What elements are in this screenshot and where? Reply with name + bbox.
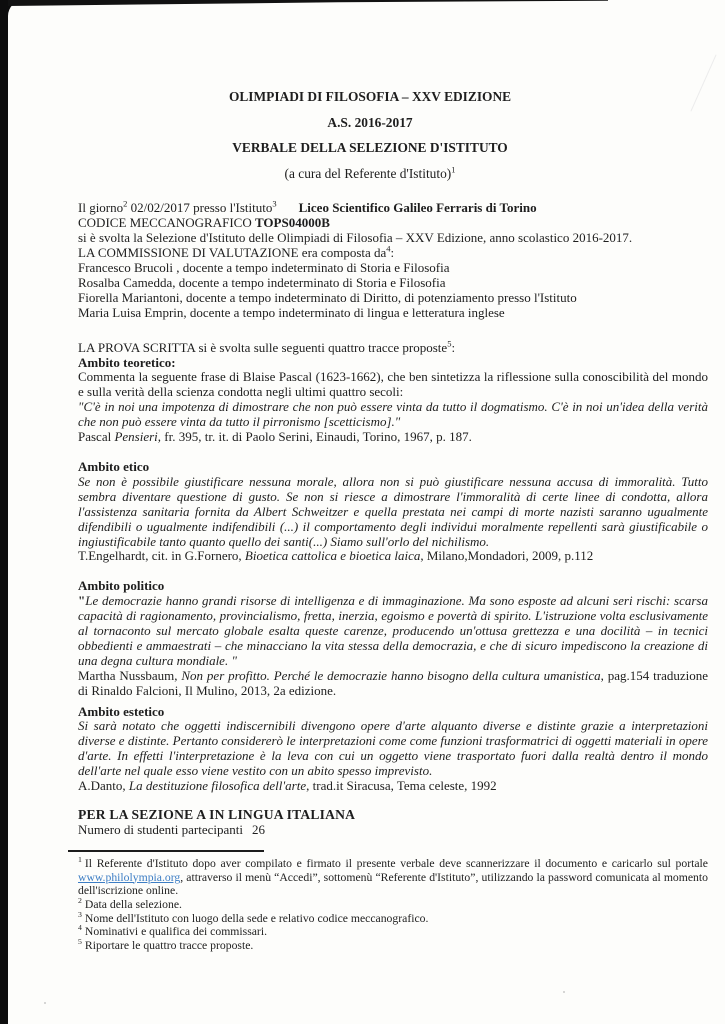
footnote-separator (68, 850, 264, 852)
etico-citation: T.Engelhardt, cit. in G.Fornero, Bioetica cattolica e bioetica laica, Milano,Mondadori, 2009, p.112 (78, 548, 594, 564)
trace-title-estetico: Ambito estetico (78, 703, 165, 719)
commission-member: Maria Luisa Emprin, docente a tempo indeterminato di lingua e letteratura inglese (78, 304, 505, 320)
prova-intro-line: LA PROVA SCRITTA si è svolta sulle seguenti quattro tracce proposte$^5$: (78, 338, 456, 355)
ambito-etico-section (78, 460, 708, 564)
footnote-ref-2: 2 (123, 199, 128, 210)
trace-title-politico: Ambito politico (78, 578, 165, 594)
estetico-citation: A.Danto, La destituzione filosofica dell'arte, trad.it Siracusa, Tema celeste, 1992 (78, 778, 497, 794)
trace-title-teoretico: Ambito teoretico: (78, 354, 176, 370)
codice-value: TOPS04000B (254, 215, 330, 231)
scan-speck (563, 991, 565, 993)
teoretico-citation: Pascal Pensieri, fr. 395, tr. it. di Paolo Serini, Einaudi, Torino, 1967, p. 187. (78, 429, 472, 445)
selezione-line: si è svolta la Selezione d'Istituto delle Olimpiadi di Filosofia – XXV Edizione, anno scolastico 2016-2017. (78, 230, 633, 246)
scan-edge-top (8, 0, 608, 6)
doc-school-year: A.S. 2016-2017 (327, 114, 413, 130)
politico-citation: Martha Nussbaum, Non per profitto. Perché le democrazie hanno bisogno della cultura umanistica, pag.154 traduzione di Rinaldo Falcioni, Il Mulino, 2013, 2a edizione. (78, 667, 708, 698)
prova-scritta-section (78, 338, 708, 445)
teoretico-quote: "C'è in noi una impotenza di dimostrare che non può essere vinta da tutto il dogmatismo. C'è in noi un'idea della verità che non può essere vinta da tutto il pirronismo [scetticismo]." (78, 399, 708, 430)
ambito-estetico-section (78, 705, 708, 794)
footnote-ref-5: 5 (447, 338, 452, 349)
participants-line: Numero di studenti partecipanti 26 (78, 821, 265, 837)
footnote-2: $^2$ Data della selezione. (78, 896, 182, 911)
doc-curator-note: (a cura del Referente d'Istituto)$^1$ (284, 164, 456, 181)
footnote-3: $^3$ Nome dell'Istituto con luogo della sede e relativo codice meccanografico. (78, 909, 429, 925)
footnote-ref-1: 1 (451, 164, 456, 175)
intro-section (78, 201, 708, 320)
teoretico-body: Commenta la seguente frase di Blaise Pascal (1623-1662), che ben sintetizza la riflessione sulla conoscibilità del mondo e sulla verità della scienza condotta negli ultimi quattro secoli: (78, 369, 708, 400)
commission-member: Francesco Brucoli , docente a tempo indeterminato di Storia e Filosofia (78, 260, 450, 275)
commission-member: Rosalba Camedda, docente a tempo indeterminato di Storia e Filosofia (78, 274, 446, 290)
codice-meccanografico-line: CODICE MECCANOGRAFICO TOPS04000B (78, 215, 330, 231)
commissione-line: LA COMMISSIONE DI VALUTAZIONE era composta $da^4$: (78, 243, 395, 261)
footnote-ref-4: 4 (386, 243, 391, 254)
school-name: Liceo Scientifico Galileo Ferraris di Torino (298, 200, 537, 216)
footnote-5: $^5$ Riportare le quattro tracce proposte. (78, 937, 254, 953)
politico-quote: "Le democrazie hanno grandi risorse di intelligenza e di immaginazione. Ma sono esposte ad alcuni seri rischi: scarsa capacità di ragionamento, provincialismo, fretta, inerzia, egoismo e povertà di spirito. L'istruzione volta esclusivamente al tornaconto sul mercato globale esalta queste carenze, producendo un'ottusa grettezza e una docilità – in tecnici obbedienti e ammaestrati – che minacciano la vita stessa della democrazia, e che di sicuro impediscono la creazione di una degna cultura mondiale. " (78, 593, 708, 668)
doc-subtitle: VERBALE DELLA SELEZIONE D'ISTITUTO (232, 140, 508, 156)
philolympia-link[interactable]: www.philolympia.org (78, 870, 181, 884)
ambito-politico-section (78, 579, 708, 698)
footnotes-section (78, 854, 708, 953)
footnote-ref-3: 3 (272, 199, 277, 210)
footnote-1: $^1$ Il Referente d'Istituto dopo aver compilato e firmato il presente verbale deve scannerizzare il documento e caricarlo sul portale www.philolympia.org, attraverso il menù “Accedi”, sottomenù “Referente d'Istituto”, utilizzando la password comunicata al momento dell'iscrizione online. (78, 854, 708, 898)
trace-title-etico: Ambito etico (78, 458, 150, 474)
commission-member: Fiorella Mariantoni, docente a tempo indeterminato di Diritto, di potenziamento presso l'Istituto (78, 289, 577, 305)
etico-quote: Se non è possibile giustificare nessuna morale, allora non si può giustificare nessuna accusa di immoralità. Tutto sembra diventare questione di gusto. Se non si riesce a dimostrare l'immoralità di certe linee di condotta, allora l'assistenza sanitaria fornita da Albert Schweitzer e quella prestata nei campi di morte nazisti saranno ugualmente difendibili o ugualmente indifendibili (...) il comportamento degli individui moralmente repellenti sarà giustificabile o ingiustificabile tanto quanto quello dei santi(...) Siamo sull'orlo del nichilismo. (78, 473, 708, 549)
participants-count: 26 (251, 821, 265, 837)
document-content (78, 84, 708, 953)
document-header (78, 84, 708, 186)
estetico-quote: Si sarà notato che oggetti indiscernibili divengono opere d'arte alquanto diverse e distinte grazie a interpretazioni diverse e distinte. Pertanto considererò le interpretazioni come come funzioni trasformatrici di oggetti materiali in opere d'arte. In effetti l'interpretazione è la leva con cui un oggetto viene trasportato fuori dalla realtà dentro il mondo dell'arte nel quale esso viene vestito con un abito spesso imprevisto. (78, 718, 708, 779)
sezione-a-section (78, 808, 708, 838)
sezione-a-title: PER LA SEZIONE A IN LINGUA ITALIANA (78, 807, 356, 822)
doc-title: OLIMPIADI DI FILOSOFIA – XXV EDIZIONE (228, 89, 512, 104)
footnote-4: $^4$ Nominativi e qualifica dei commissari. (78, 923, 267, 939)
scan-speck (44, 1002, 46, 1004)
date-institute-line: Il giorno$^2$ 02/02/2017 presso l'Istituto$^3$ Liceo Scientifico Galileo Ferraris di Torino (78, 199, 537, 216)
scanned-document-page (8, 0, 725, 1024)
